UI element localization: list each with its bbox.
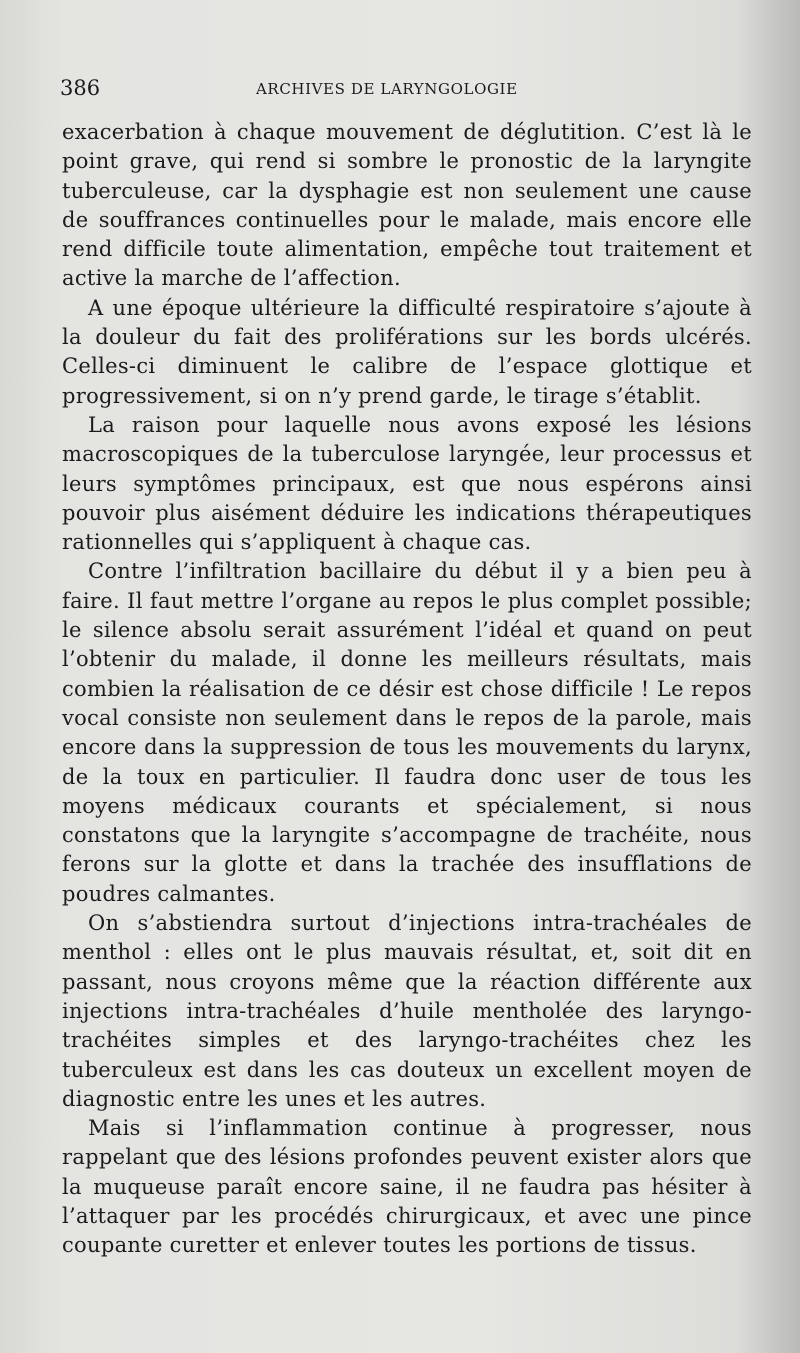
- paragraph-continued: exacerbation à chaque mouvement de déglutition. C’est là le point grave, qui rend si sombre le pronostic de la laryngite tuberculeuse, car la dysphagie est non seulement une cause de souffrances continuelles pour le malade, mais encore elle rend difficile toute alimentation, empêche tout traitement et active la marche de l’affection.: [62, 120, 752, 291]
- page-header: [60, 76, 760, 106]
- paragraph: Contre l’infiltration bacillaire du début il y a bien peu à faire. Il faut mettre l’organe au repos le plus complet possible; le silence absolu serait assurément l’idéal et quand on peut l’obtenir du malade, il donne les meilleurs résultats, mais combien la réalisation de ce désir est chose difficile ! Le repos vocal consiste non seulement dans le repos de la parole, mais encore dans la suppression de tous les mouvements du larynx, de la toux en particulier. Il faudra donc user de tous les moyens médicaux courants et spécialement, si nous constatons que la laryngite s’accompagne de trachéite, nous ferons sur la glotte et dans la trachée des insufflations de poudres calmantes.: [62, 559, 752, 906]
- paragraph: La raison pour laquelle nous avons exposé les lésions macroscopiques de la tuberculose laryngée, leur processus et leurs symptômes principaux, est que nous espérons ainsi pouvoir plus aisément déduire les indications thérapeutiques rationnelles qui s’appliquent à chaque cas.: [62, 412, 752, 555]
- running-title: ARCHIVES DE LARYNGOLOGIE: [256, 80, 518, 98]
- body-text: [62, 118, 752, 1261]
- paragraph: On s’abstiendra surtout d’injections intra-trachéales de menthol : elles ont le plus mauvais résultat, et, soit dit en passant, nous croyons même que la réaction différente aux injections intra-trachéales d’huile mentholée des laryngo-trachéites simples et des laryngo-trachéites chez les tuberculeux est dans les cas douteux un excellent moyen de diagnostic entre les unes et les autres.: [62, 911, 752, 1111]
- paragraph: Mais si l’inflammation continue à progresser, nous rappelant que des lésions profondes peuvent exister alors que la muqueuse paraît encore saine, il ne faudra pas hésiter à l’attaquer par les procédés chirurgicaux, et avec une pince coupante curetter et enlever toutes les portions de tissus.: [62, 1116, 752, 1258]
- page-number: 386: [60, 76, 101, 100]
- paragraph: A une époque ultérieure la difficulté respiratoire s’ajoute à la douleur du fait des proliférations sur les bords ulcérés. Celles-ci diminuent le calibre de l’espace glottique et progressivement, si on n’y prend garde, le tirage s’établit.: [62, 295, 752, 408]
